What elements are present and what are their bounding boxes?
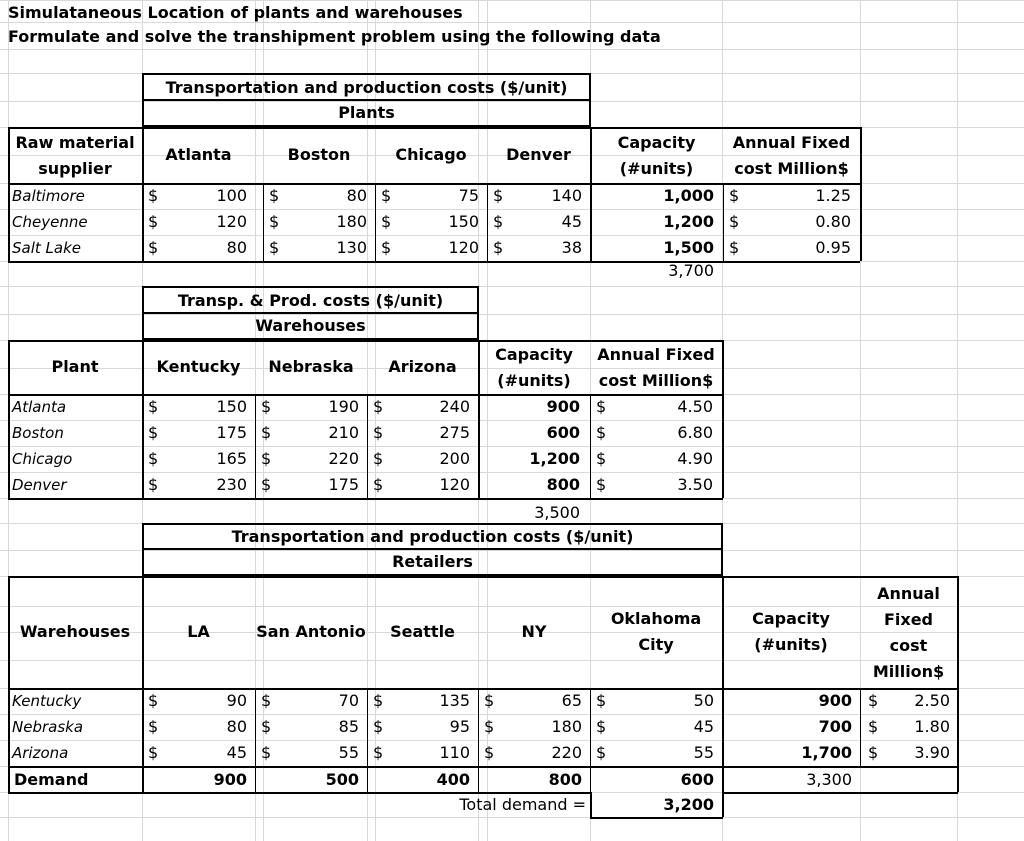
s2-cost-cell: 240: [439, 397, 470, 416]
s2-fixed-cost-cell: 4.50: [677, 397, 713, 416]
s3-header: Transportation and production costs ($/unit): [231, 527, 634, 546]
s2-cost-cell: 150: [216, 397, 247, 416]
currency-symbol: $: [729, 238, 740, 257]
s1-cost-cell: 130: [336, 238, 367, 257]
currency-symbol: $: [373, 397, 384, 416]
s2-cost-cell: 210: [328, 423, 359, 442]
s2-fixed-cost-cell: 3.50: [677, 475, 713, 494]
s2-col-fixed-1: Annual Fixed: [597, 345, 715, 364]
s3-row-label: Nebraska: [12, 718, 84, 736]
currency-symbol: $: [596, 449, 607, 468]
s2-row-label: Boston: [12, 424, 64, 442]
s3-capacity-cell: 700: [818, 717, 852, 736]
s2-row-header: Plant: [51, 357, 99, 376]
s2-capacity-cell: 800: [546, 475, 580, 494]
currency-symbol: $: [261, 743, 272, 762]
s1-col-capacity-1: Capacity: [617, 133, 696, 152]
s1-cost-cell: 120: [448, 238, 479, 257]
s1-row-header-1: Raw material: [15, 133, 135, 152]
s3-cost-cell: 55: [338, 743, 359, 762]
s1-cost-cell: 75: [458, 186, 479, 205]
s3-col-ny: NY: [521, 622, 547, 641]
s1-col-boston: Boston: [287, 145, 351, 164]
s3-cost-cell: 80: [226, 717, 247, 736]
currency-symbol: $: [261, 397, 272, 416]
currency-symbol: $: [381, 212, 392, 231]
s3-cost-cell: 135: [439, 691, 470, 710]
s3-cost-cell: 90: [226, 691, 247, 710]
currency-symbol: $: [484, 691, 495, 710]
currency-symbol: $: [596, 397, 607, 416]
s3-cost-cell: 180: [551, 717, 582, 736]
s3-col-fixed-3: cost: [889, 636, 928, 655]
s3-capacity-total: 3,300: [806, 770, 852, 789]
s3-row-header: Warehouses: [19, 622, 131, 641]
s2-cost-cell: 200: [439, 449, 470, 468]
currency-symbol: $: [148, 717, 159, 736]
s3-col-capacity-1: Capacity: [752, 609, 830, 628]
s2-cost-cell: 175: [216, 423, 247, 442]
demand-san-antonio: 500: [325, 770, 359, 789]
currency-symbol: $: [493, 186, 504, 205]
s1-cost-cell: 120: [216, 212, 247, 231]
currency-symbol: $: [373, 717, 384, 736]
s3-row-label: Arizona: [12, 744, 69, 762]
currency-symbol: $: [148, 691, 159, 710]
currency-symbol: $: [373, 743, 384, 762]
s3-cost-cell: 45: [693, 717, 714, 736]
currency-symbol: $: [493, 212, 504, 231]
currency-symbol: $: [484, 743, 495, 762]
currency-symbol: $: [729, 186, 740, 205]
currency-symbol: $: [373, 691, 384, 710]
s3-fixed-cost-cell: 3.90: [914, 743, 950, 762]
s3-col-san-antonio: San Antonio: [256, 622, 366, 641]
s2-cost-cell: 120: [439, 475, 470, 494]
currency-symbol: $: [493, 238, 504, 257]
currency-symbol: $: [484, 717, 495, 736]
s1-capacity-cell: 1,200: [663, 212, 714, 231]
s3-capacity-cell: 900: [818, 691, 852, 710]
s3-col-okc-2: City: [638, 635, 674, 654]
currency-symbol: $: [373, 449, 384, 468]
s2-col-kentucky: Kentucky: [156, 357, 241, 376]
s3-subheader: Retailers: [392, 552, 473, 571]
currency-symbol: $: [269, 238, 280, 257]
s3-cost-cell: 45: [226, 743, 247, 762]
s1-cost-cell: 80: [226, 238, 247, 257]
s2-fixed-cost-cell: 6.80: [677, 423, 713, 442]
s3-col-seattle: Seattle: [390, 622, 455, 641]
currency-symbol: $: [148, 186, 159, 205]
s2-capacity-cell: 600: [546, 423, 580, 442]
s1-col-fixed-2: cost Million$: [734, 159, 849, 178]
s1-cost-cell: 150: [448, 212, 479, 231]
currency-symbol: $: [373, 475, 384, 494]
s3-fixed-cost-cell: 1.80: [914, 717, 950, 736]
s1-row-header-2: supplier: [38, 159, 112, 178]
demand-ny: 800: [548, 770, 582, 789]
s2-col-nebraska: Nebraska: [268, 357, 354, 376]
currency-symbol: $: [269, 186, 280, 205]
currency-symbol: $: [261, 717, 272, 736]
currency-symbol: $: [148, 397, 159, 416]
s3-col-capacity-2: (#units): [754, 635, 828, 654]
s2-fixed-cost-cell: 4.90: [677, 449, 713, 468]
currency-symbol: $: [381, 186, 392, 205]
currency-symbol: $: [868, 717, 879, 736]
currency-symbol: $: [261, 475, 272, 494]
s1-row-label: Cheyenne: [12, 213, 88, 231]
s3-cost-cell: 55: [693, 743, 714, 762]
s3-col-fixed-1: Annual: [877, 584, 940, 603]
s2-col-capacity-2: (#units): [497, 371, 571, 390]
s1-cost-cell: 180: [336, 212, 367, 231]
s2-capacity-cell: 900: [546, 397, 580, 416]
currency-symbol: $: [596, 423, 607, 442]
currency-symbol: $: [261, 691, 272, 710]
currency-symbol: $: [729, 212, 740, 231]
s1-fixed-cost-cell: 0.95: [815, 238, 851, 257]
s1-subheader: Plants: [338, 103, 395, 122]
s2-cost-cell: 175: [328, 475, 359, 494]
s1-capacity-cell: 1,000: [663, 186, 714, 205]
currency-symbol: $: [596, 743, 607, 762]
s3-col-okc-1: Oklahoma: [610, 609, 702, 628]
currency-symbol: $: [373, 423, 384, 442]
s1-row-label: Salt Lake: [12, 239, 81, 257]
s2-cost-cell: 220: [328, 449, 359, 468]
s1-col-capacity-2: (#units): [619, 159, 694, 178]
currency-symbol: $: [596, 691, 607, 710]
s2-header: Transp. & Prod. costs ($/unit): [177, 291, 444, 310]
s1-cost-cell: 45: [561, 212, 582, 231]
s2-col-fixed-2: cost Million$: [598, 371, 714, 390]
s2-capacity-total: 3,500: [534, 503, 580, 522]
s3-cost-cell: 50: [693, 691, 714, 710]
currency-symbol: $: [148, 238, 159, 257]
s2-cost-cell: 190: [328, 397, 359, 416]
s3-cost-cell: 95: [449, 717, 470, 736]
s1-fixed-cost-cell: 1.25: [815, 186, 851, 205]
s1-header: Transportation and production costs ($/unit): [165, 78, 568, 97]
total-demand-value: 3,200: [663, 795, 714, 814]
currency-symbol: $: [148, 475, 159, 494]
s2-row-label: Atlanta: [12, 398, 67, 416]
currency-symbol: $: [148, 212, 159, 231]
s1-col-denver: Denver: [506, 145, 571, 164]
s3-fixed-cost-cell: 2.50: [914, 691, 950, 710]
subtitle: Formulate and solve the transhipment problem using the following data: [8, 27, 661, 46]
s2-col-arizona: Arizona: [388, 357, 457, 376]
s3-cost-cell: 220: [551, 743, 582, 762]
s2-subheader: Warehouses: [255, 316, 366, 335]
s3-cost-cell: 70: [338, 691, 359, 710]
s1-capacity-cell: 1,500: [663, 238, 714, 257]
s1-col-fixed-1: Annual Fixed: [732, 133, 851, 152]
s2-row-label: Denver: [12, 476, 67, 494]
s1-fixed-cost-cell: 0.80: [815, 212, 851, 231]
title: Simulataneous Location of plants and warehouses: [8, 3, 463, 22]
demand-label: Demand: [14, 770, 89, 789]
s3-col-la: LA: [187, 622, 210, 641]
s1-col-chicago: Chicago: [395, 145, 467, 164]
currency-symbol: $: [148, 449, 159, 468]
s2-capacity-cell: 1,200: [529, 449, 580, 468]
currency-symbol: $: [381, 238, 392, 257]
currency-symbol: $: [261, 423, 272, 442]
s1-cost-cell: 100: [216, 186, 247, 205]
s1-row-label: Baltimore: [12, 187, 85, 205]
demand-seattle: 400: [436, 770, 470, 789]
total-demand-label: Total demand =: [459, 795, 586, 814]
currency-symbol: $: [868, 691, 879, 710]
demand-la: 900: [213, 770, 247, 789]
s1-cost-cell: 38: [561, 238, 582, 257]
s1-capacity-total: 3,700: [668, 261, 714, 280]
demand-okc: 600: [680, 770, 714, 789]
currency-symbol: $: [269, 212, 280, 231]
currency-symbol: $: [596, 475, 607, 494]
currency-symbol: $: [868, 743, 879, 762]
s1-cost-cell: 80: [346, 186, 367, 205]
s3-cost-cell: 65: [561, 691, 582, 710]
s3-col-fixed-2: Fixed: [883, 610, 934, 629]
currency-symbol: $: [596, 717, 607, 736]
currency-symbol: $: [148, 743, 159, 762]
s3-col-fixed-4: Million$: [872, 662, 945, 681]
s2-cost-cell: 230: [216, 475, 247, 494]
s1-col-atlanta: Atlanta: [165, 145, 232, 164]
s3-capacity-cell: 1,700: [801, 743, 852, 762]
s3-cost-cell: 110: [439, 743, 470, 762]
s3-row-label: Kentucky: [12, 692, 82, 710]
s2-cost-cell: 275: [439, 423, 470, 442]
s2-row-label: Chicago: [12, 450, 73, 468]
s2-cost-cell: 165: [216, 449, 247, 468]
s1-cost-cell: 140: [551, 186, 582, 205]
currency-symbol: $: [148, 423, 159, 442]
s3-cost-cell: 85: [338, 717, 359, 736]
s2-col-capacity-1: Capacity: [495, 345, 573, 364]
currency-symbol: $: [261, 449, 272, 468]
